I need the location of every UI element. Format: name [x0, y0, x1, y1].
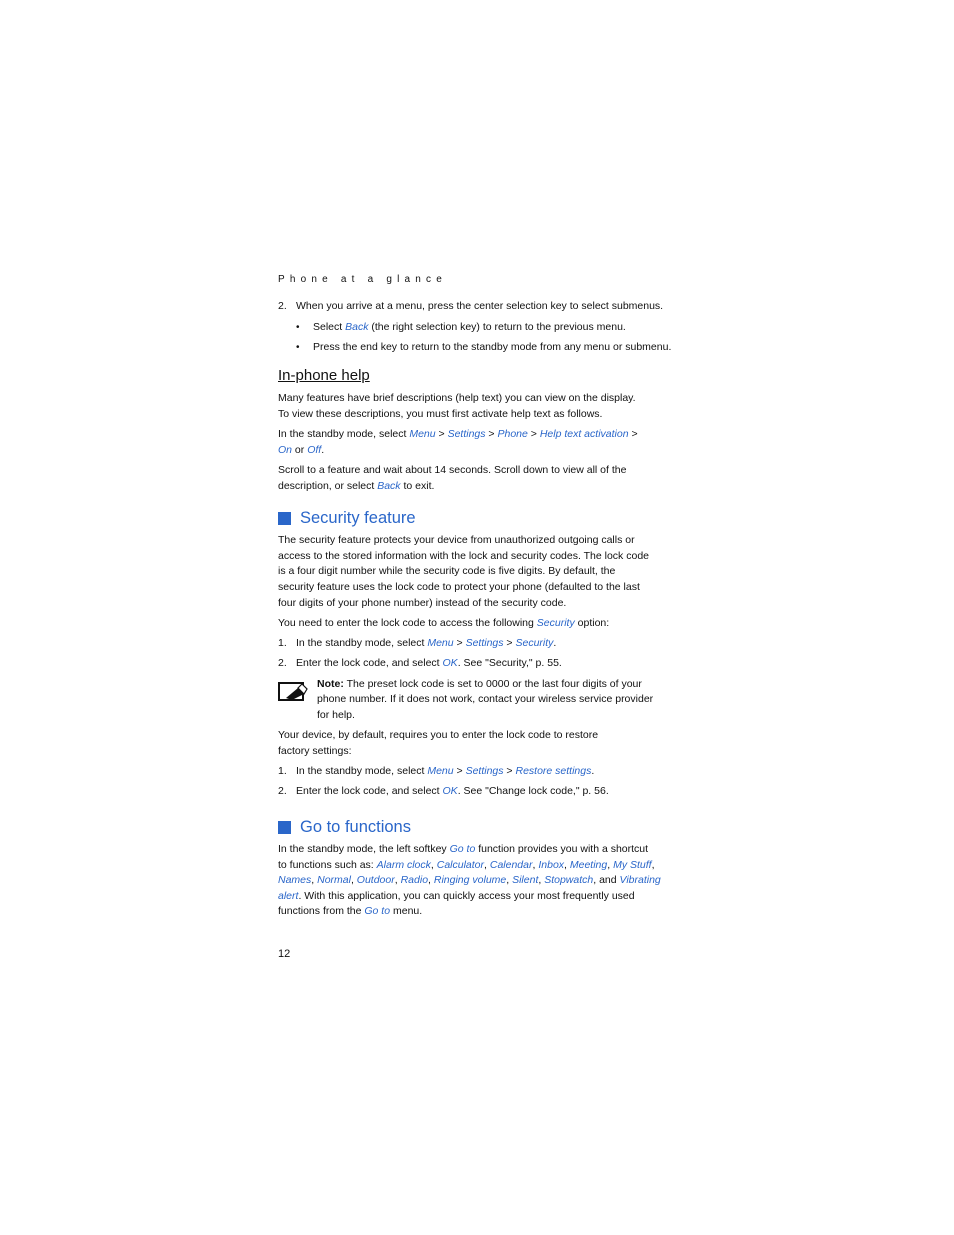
step-text: In the standby mode, select Menu > Settings > Security. — [296, 637, 557, 649]
paragraph-line: Names, Normal, Outdoor, Radio, Ringing volume, Silent, Stopwatch, and Vibrating — [278, 874, 661, 886]
list-number: 2. — [278, 657, 287, 669]
paragraph-line: security feature uses the lock code to protect your phone (defaulted to the last — [278, 581, 640, 593]
paragraph-line: to functions such as: Alarm clock, Calculator, Calendar, Inbox, Meeting, My Stuff, — [278, 859, 655, 871]
security-link[interactable]: Security — [515, 637, 554, 649]
step-text: Enter the lock code, and select OK. See "Security," p. 55. — [296, 657, 562, 669]
security-feature-heading: Security feature — [278, 509, 416, 528]
paragraph-line: Many features have brief descriptions (help text) you can view on the display. — [278, 392, 636, 404]
menu-path-line: On or Off. — [278, 444, 325, 456]
paragraph-line: In the standby mode, the left softkey Go to function provides you with a shortcut — [278, 843, 649, 855]
list-number: 2. — [278, 300, 287, 312]
step-text: Enter the lock code, and select OK. See "Change lock code," p. 56. — [296, 785, 609, 797]
paragraph-line: functions from the Go to menu. — [278, 905, 423, 917]
note-line: phone number. If it does not work, contact your wireless service provider — [317, 693, 654, 705]
radio-link[interactable]: Radio — [400, 874, 429, 886]
calendar-link[interactable]: Calendar — [489, 859, 533, 871]
note-line: Note: The preset lock code is set to 0000 or the last four digits of your — [317, 678, 642, 690]
paragraph-line: access to the stored information with the lock and security codes. The lock code — [278, 550, 649, 562]
off-link[interactable]: Off — [307, 444, 322, 456]
normal-link[interactable]: Normal — [317, 874, 351, 886]
running-header: Phone at a glance — [278, 274, 448, 285]
go-to-link[interactable]: Go to — [449, 843, 476, 855]
security-link[interactable]: Security — [536, 617, 575, 629]
restore-settings-link[interactable]: Restore settings — [515, 765, 592, 777]
my-stuff-link[interactable]: My Stuff — [613, 859, 652, 871]
alarm-clock-link[interactable]: Alarm clock — [376, 859, 431, 871]
settings-link[interactable]: Settings — [465, 637, 504, 649]
paragraph-line: Scroll to a feature and wait about 14 seconds. Scroll down to view all of the — [278, 464, 627, 476]
phone-link[interactable]: Phone — [497, 428, 528, 440]
paragraph-line: is a four digit number while the security code is five digits. By default, the — [278, 565, 616, 577]
names-link[interactable]: Names — [278, 874, 312, 886]
menu-link[interactable]: Menu — [409, 428, 436, 440]
menu-path-line: In the standby mode, select Menu > Settings > Phone > Help text activation > — [278, 428, 638, 440]
vibrating-alert-link[interactable]: alert — [278, 890, 299, 902]
note-icon — [278, 682, 308, 702]
calculator-link[interactable]: Calculator — [436, 859, 485, 871]
settings-link[interactable]: Settings — [465, 765, 504, 777]
list-number: 1. — [278, 637, 287, 649]
stopwatch-link[interactable]: Stopwatch — [544, 874, 594, 886]
paragraph-line: factory settings: — [278, 745, 352, 757]
help-text-activation-link[interactable]: Help text activation — [539, 428, 629, 440]
paragraph-line: You need to enter the lock code to access the following Security option: — [278, 617, 610, 629]
vibrating-alert-link[interactable]: Vibrating — [619, 874, 661, 886]
list-number: 1. — [278, 765, 287, 777]
go-to-functions-heading: Go to functions — [278, 818, 411, 837]
paragraph-line: description, or select Back to exit. — [278, 480, 435, 492]
in-phone-help-heading: In-phone help — [278, 367, 370, 384]
step-text: In the standby mode, select Menu > Settings > Restore settings. — [296, 765, 595, 777]
bullet-item: Press the end key to return to the standby mode from any menu or submenu. — [313, 341, 672, 353]
menu-link[interactable]: Menu — [427, 637, 454, 649]
paragraph-line: four digits of your phone number) instead of the security code. — [278, 597, 567, 609]
ok-link[interactable]: OK — [442, 657, 458, 669]
paragraph-line: The security feature protects your device from unauthorized outgoing calls or — [278, 534, 635, 546]
bullet: • — [296, 322, 300, 333]
list-item-text: When you arrive at a menu, press the center selection key to select submenus. — [296, 300, 664, 312]
list-number: 2. — [278, 785, 287, 797]
paragraph-line: Your device, by default, requires you to enter the lock code to restore — [278, 729, 599, 741]
bullet-item: Select Back (the right selection key) to return to the previous menu. — [313, 321, 626, 333]
section-marker-icon — [278, 512, 291, 525]
section-marker-icon — [278, 821, 291, 834]
inbox-link[interactable]: Inbox — [538, 859, 565, 871]
paragraph-line: alert. With this application, you can quickly access your most frequently used — [278, 890, 635, 902]
ringing-volume-link[interactable]: Ringing volume — [433, 874, 507, 886]
outdoor-link[interactable]: Outdoor — [356, 874, 395, 886]
meeting-link[interactable]: Meeting — [569, 859, 608, 871]
silent-link[interactable]: Silent — [512, 874, 539, 886]
page-number: 12 — [278, 948, 291, 960]
bullet: • — [296, 342, 300, 353]
ok-link[interactable]: OK — [442, 785, 458, 797]
back-link[interactable]: Back — [377, 480, 401, 492]
paragraph-line: To view these descriptions, you must first activate help text as follows. — [278, 408, 603, 420]
back-link[interactable]: Back — [345, 321, 369, 333]
menu-link[interactable]: Menu — [427, 765, 454, 777]
note-line: for help. — [317, 709, 355, 721]
settings-link[interactable]: Settings — [447, 428, 486, 440]
go-to-link[interactable]: Go to — [364, 905, 391, 917]
on-link[interactable]: On — [278, 444, 293, 456]
